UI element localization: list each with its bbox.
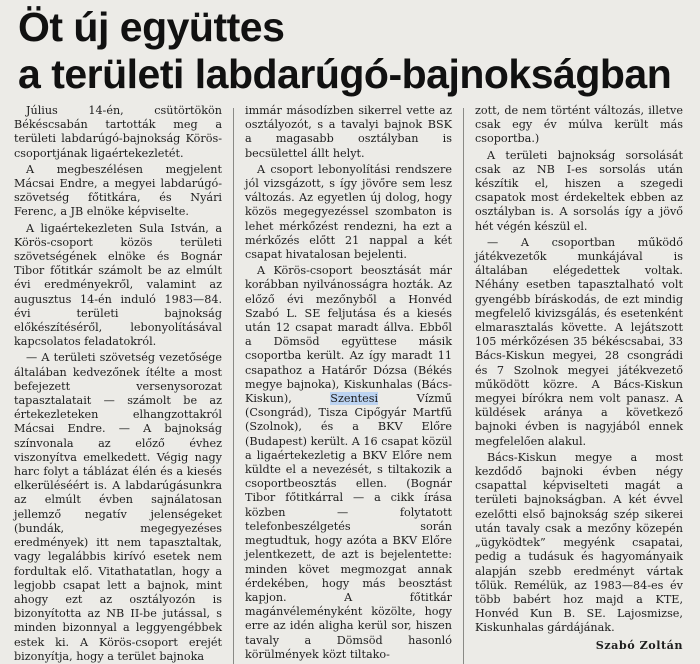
paragraph: A ligaértekezleten Sula István, a Körös-csoport közös területi szövetségének elnöke és Bognár Tibor főtitkár számolt be az elmúlt évi eredményekről, valamint az augusztus 14-én induló 1983—84. évi területi bajnokság előkészítéséről, lebonyolításával kapcsolatos feladatokról. xyxy=(14,221,222,349)
column-divider xyxy=(463,108,464,664)
paragraph: A területi bajnokság sorsolását csak az NB I-es sorsolás után készítik el, hiszen a szegedi csapatok most érdekeltek ebben az osztályban is. A sorsolás így a jövő hét végén készül el. xyxy=(475,148,683,233)
paragraph: Bács-Kiskun megye a most kezdődő bajnoki évben négy csapattal képviselteti magát a területi bajnokságban. A két évvel ezelőtti első bajnokság szép sikerei után tavaly csak a mezőny közepén „ügyködtek” megyénk csapatai, pedig a tudásuk és hagyományaik alapján szebb eredményt vártak tőlük. Remélük, az 1983—84-es év több babért hoz majd a KTE, Honvéd Kun B. SE. Lajosmizse, Kiskunhalas gárdájának. xyxy=(475,450,683,635)
paragraph: — A csoportban működő játékvezetők munkájával is általában elégedettek voltak. Néhány esetben tapasztalható volt gyengébb bíráskodás, de ezt mindig megfelelő kivizsgálás, és esetenként elmarasztalás követte. A lejátszott 105 mérkőzésen 35 békéscsabai, 33 Bács-Kiskun megyei, 28 csongrádi és 7 Szolnok megyei játékvezető működött közre. A Bács-Kiskun megyei bírókra nem volt panasz. A küldések aránya a következő bajnoki évben is nagyjából ennek megfelelően alakul. xyxy=(475,235,683,448)
column-divider xyxy=(233,108,234,664)
paragraph: zott, de nem történt változás, illetve csak egy év múlva került más csoportba.) xyxy=(475,104,683,146)
column-1 xyxy=(14,104,222,664)
paragraph: Július 14-én, csütörtökön Békéscsabán tartották meg a területi labdarúgó-bajnokság Körös-csoportjának ligaértekezletét. xyxy=(14,104,222,160)
text-run: A Körös-csoport beosztását már korábban nyilvánosságra hozták. Az előző évi mezőnyből a Honvéd Szabó L. SE feljutása és a kiesés után 12 csapat maradt állva. Ebből a Dömsöd együttese másik csoportba került. Az így maradt 11 csapathoz a Határőr Dózsa (Békés megye bajnoka), Kiskunhalas (Bács-Kiskun), xyxy=(245,264,452,406)
text-run: Vízmű (Csongrád), Tisza Cipőgyár Martfű (Szolnok), és a BKV Előre (Budapest) került. A 16 csapat közül a ligaértekezletig a BKV Előre nem küldte el a nevezését, s tiltakozik a csoportbeosztás ellen. (Bognár Tibor főtitkárral — a cikk írása közben — folytatott telefonbeszélgetés során megtudtuk, hogy azóta a BKV Előre jelentkezett, de azt is bejelentette: minden követ megmozgat annak érdekében, hogy más beosztást kapjon. A főtitkár magánvéleményként közölte, hogy erre az idén aligha kerül sor, hiszen tavaly a Dömsöd hasonló körülmények közt tiltako- xyxy=(245,392,452,661)
column-2 xyxy=(245,104,452,664)
paragraph: A megbeszélésen megjelent Mácsai Endre, a megyei labdarúgó-szövetség főtitkára, és Nyári Ferenc, a JB elnöke képviselte. xyxy=(14,162,222,219)
paragraph: — A területi szövetség vezetősége általában kedvezőnek ítélte a most befejezett versenysorozat tapasztalatait — számolt be az értekezleteken elhangzottakról Mácsai Endre. — A bajnokság színvonala az előző évhez viszonyítva emelkedett. Végig nagy harc folyt a táblázat élén és a kiesés elkerüléséért is. A labdarúgásunkra az elmúlt évben sajnálatosan jellemző negatív jelenségeket (bundák, megegyezéses eredmények) itt nem tapasztaltak, vagy legalábbis kirívó esetek nem fordultak elő. Vitathatatlan, hogy a legjobb csapat lett a bajnok, mint ahogy ezt az osztályozón is bizonyította az NB II-be jutással, s minden bizonnyal a leggyengébbek estek ki. A Körös-csoport erejét bizonyítja, hogy a terület bajnoka xyxy=(14,351,222,663)
headline-line-2: a területi labdarúgó-bajnokságban xyxy=(18,51,672,97)
author-signature: Szabó Zoltán xyxy=(595,637,683,652)
paragraph: A csoport lebonyolítási rendszere jól vizsgázott, s így jövőre sem lesz változás. Az egyetlen új dolog, hogy közös megegyezéssel szombaton is lehet mérkőzést rendezni, ha ezt a mérkőzés előtt 21 nappal a két csapat hivatalosan bejelenti. xyxy=(245,162,452,262)
paragraph: immár másodízben sikerrel vette az osztályozót, s a tavalyi bajnok BSK a magasabb osztályban is becsülettel állt helyt. xyxy=(245,104,452,160)
headline xyxy=(14,4,690,98)
paragraph-with-highlight xyxy=(245,264,452,662)
column-3 xyxy=(475,104,683,664)
headline-line-1: Öt új együttes xyxy=(18,4,285,50)
article-columns xyxy=(14,104,690,663)
highlighted-text[interactable]: Szentesi xyxy=(330,392,379,406)
